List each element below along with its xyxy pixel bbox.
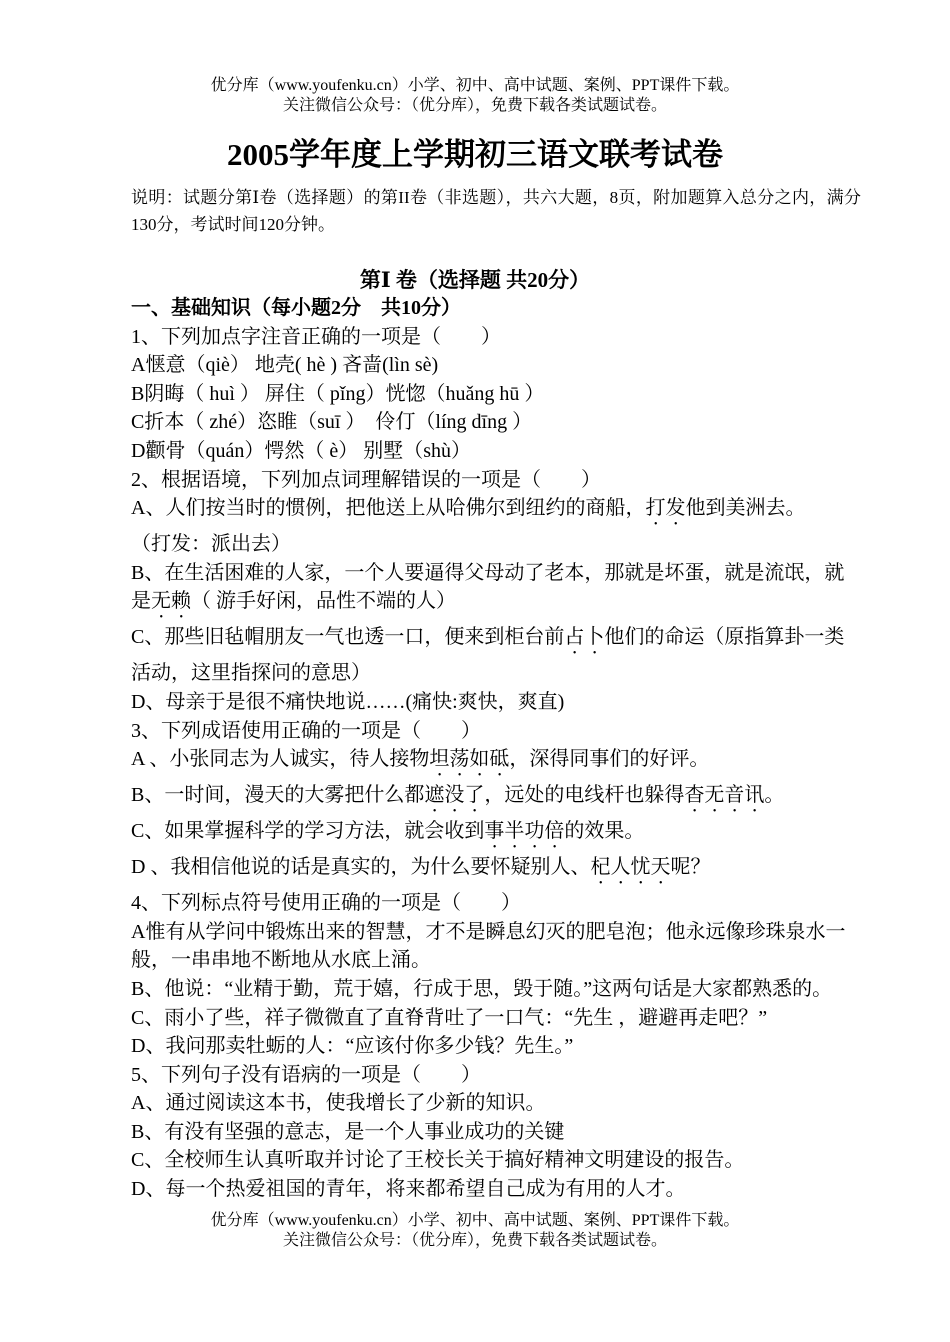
footer-line-1: 优分库（www.youfenku.cn）小学、初中、高中试题、案例、PPT课件下载。 xyxy=(210,1212,740,1229)
exam-body xyxy=(131,294,853,1204)
q2-c-text-post: 他们的命运（原指算卦一类活动，这里指探问的意思） xyxy=(131,626,845,685)
q3-d-text-post: 呢？ xyxy=(670,856,711,879)
q3-stem: 3、下列成语使用正确的一项是（ ） xyxy=(131,719,481,742)
q3-c-dotted-idiom: 事半功倍 xyxy=(484,820,565,843)
volume-1-title: 第Ⅰ 卷（选择题 共20分） xyxy=(359,268,591,292)
q5-option-c: C、全校师生认真听取并讨论了王校长关于搞好精神文明建设的报告。 xyxy=(131,1149,745,1172)
q3-a-text-pre: A 、小张同志为人诚实，待人接物 xyxy=(131,748,430,771)
footer-line-2: 关注微信公众号：（优分库），免费下载各类试题试卷。 xyxy=(282,1232,667,1249)
q3-option-d xyxy=(131,853,853,889)
exam-instructions: 说明：试题分第Ⅰ卷（选择题）的第II卷（非选题），共六大题，8页，附加题算入总分之内，满分130分，考试时间120分钟。 xyxy=(131,188,861,234)
q2-stem: 2、根据语境，下列加点词理解错误的一项是（ ） xyxy=(131,468,601,491)
q3-b-text-post: 。 xyxy=(764,784,785,807)
exam-title: 2005学年度上学期初三语文联考试卷 xyxy=(227,137,723,172)
q5-option-b: B、有没有坚强的意志，是一个人事业成功的关键 xyxy=(131,1120,565,1143)
q2-option-b xyxy=(131,559,853,624)
q2-option-a-note: （打发：派出去） xyxy=(131,533,291,556)
q3-b-text-pre: B、一时间，漫天的大雾把什么都 xyxy=(131,784,425,807)
q2-option-a xyxy=(131,494,853,530)
q2-a-text-pre: A、人们按当时的惯例，把他送上从哈佛尔到纽约的商船， xyxy=(131,497,646,520)
q3-b-text-mid: ，远处的电线杆也躲得 xyxy=(484,784,685,807)
q2-a-text-post: 他到美洲去。 xyxy=(685,497,806,520)
q4-option-c: C、雨小了些，祥子微微直了直脊背吐了一口气：“先生 ，避避再走吧？” xyxy=(131,1006,768,1029)
q3-d-text-pre: D 、我相信他说的话是真实的，为什么要怀疑别人、 xyxy=(131,856,591,879)
q3-b-dotted-word-1: 遮没了 xyxy=(424,784,485,807)
header-line-1: 优分库（www.youfenku.cn）小学、初中、高中试题、案例、PPT课件下载。 xyxy=(210,77,740,94)
q1-option-d: D颧骨（quán）愕然（ è） 别墅（shù） xyxy=(131,439,471,462)
q5-option-d: D、每一个热爱祖国的青年，将来都希望自己成为有用的人才。 xyxy=(131,1178,686,1201)
q2-b-text-pre: B、在生活困难的人家，一个人要逼得父母动了老本，那就是坏蛋，就是流氓，就是 xyxy=(131,561,845,613)
q2-option-c xyxy=(131,623,853,688)
q2-option-d: D、母亲于是很不痛快地说……(痛快:爽快，爽直) xyxy=(131,690,565,713)
section-1-heading: 一、基础知识（每小题2分 共10分） xyxy=(131,297,461,319)
q1-option-c: C折本（ zhé）恣睢（suī ） 伶仃（líng dīng ） xyxy=(131,411,533,434)
q5-option-a: A、通过阅读这本书，使我增长了少新的知识。 xyxy=(131,1092,546,1115)
q2-b-text-post: （ 游手好闲，品性不端的人） xyxy=(191,590,456,613)
q3-b-dotted-idiom: 杳无音讯 xyxy=(684,784,765,807)
q4-option-d: D、我问那卖牡蛎的人：“应该付你多少钱？先生。” xyxy=(131,1035,574,1058)
page-header xyxy=(0,76,950,116)
q5-stem: 5、下列句子没有语病的一项是（ ） xyxy=(131,1063,481,1086)
q3-option-b xyxy=(131,781,853,817)
q1-option-b: B阴晦（ huì ） 屏住（ pǐng）恍惚（huǎng hū ） xyxy=(131,382,545,405)
q4-option-a: A惟有从学问中锻炼出来的智慧，才不是瞬息幻灭的肥皂泡；他永远像珍珠泉水一般，一串串地不断地从水底上涌。 xyxy=(131,920,846,972)
page-footer xyxy=(0,1211,950,1251)
q2-a-dotted-word: 打发 xyxy=(645,497,686,520)
q2-b-dotted-word: 无赖 xyxy=(151,590,191,613)
q1-option-a: A惬意（qiè） 地壳( hè ) 吝啬(lìn sè) xyxy=(131,354,439,377)
q3-d-dotted-idiom: 杞人忧天 xyxy=(590,856,671,879)
q3-a-dotted-idiom: 坦荡如砥 xyxy=(429,748,510,771)
q3-c-text-pre: C、如果掌握科学的学习方法，就会收到 xyxy=(131,820,485,843)
q3-a-text-post: ，深得同事们的好评。 xyxy=(509,748,710,771)
q3-option-c xyxy=(131,817,853,853)
q4-option-b: B、他说：“业精于勤，荒于嬉，行成于思，毁于随。”这两句话是大家都熟悉的。 xyxy=(131,977,833,1000)
header-line-2: 关注微信公众号：（优分库），免费下载各类试题试卷。 xyxy=(282,97,667,114)
q3-option-a xyxy=(131,745,853,781)
q4-stem: 4、下列标点符号使用正确的一项是（ ） xyxy=(131,892,521,915)
q2-c-dotted-word: 占卜 xyxy=(564,626,605,649)
q3-c-text-post: 的效果。 xyxy=(564,820,645,843)
q1-stem: 1、下列加点字注音正确的一项是（ ） xyxy=(131,325,501,348)
q2-c-text-pre: C、那些旧毡帽朋友一气也透一口，便来到柜台前 xyxy=(131,626,565,649)
